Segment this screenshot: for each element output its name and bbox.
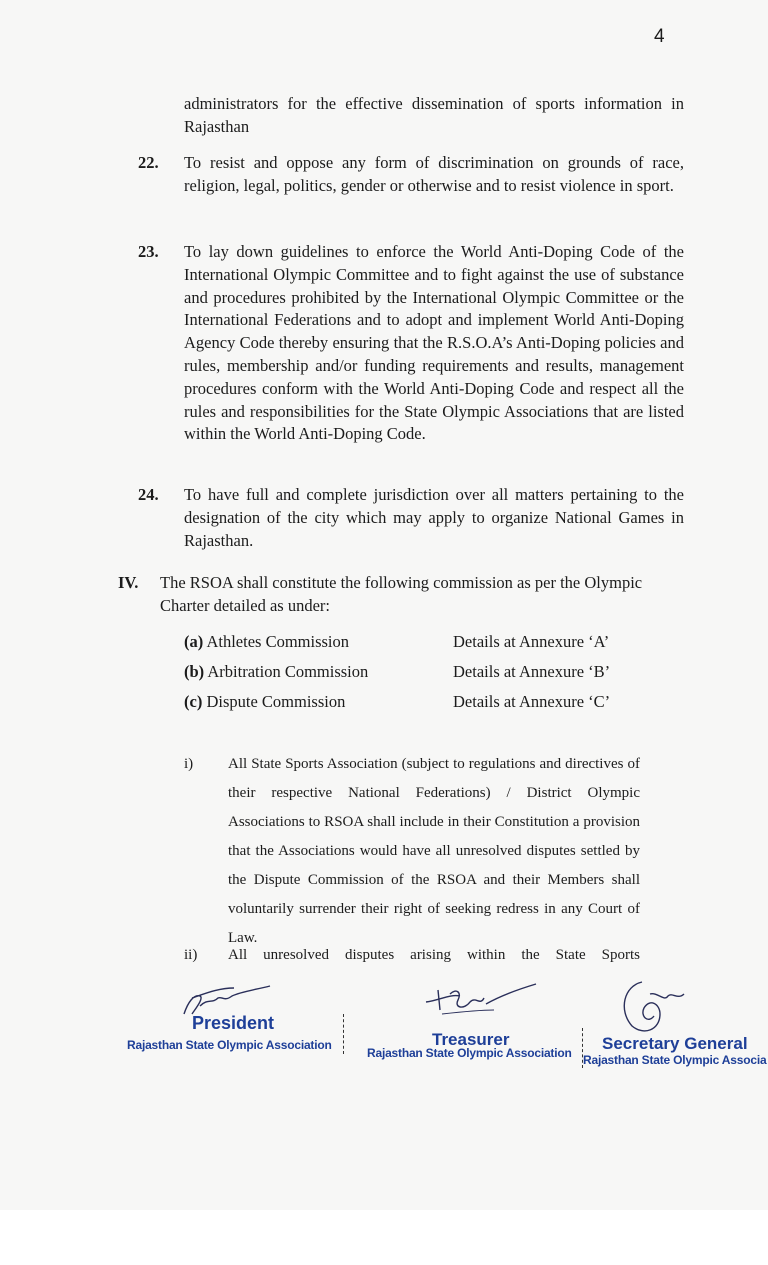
commission-name-c: (c) Dispute Commission — [184, 692, 346, 711]
item-text-24: To have full and complete jurisdiction over all matters pertaining to the designation of the city which may apply to organize National Games in Rajasthan. — [184, 485, 684, 550]
item-number-22: 22. — [138, 153, 159, 172]
item-number-23: 23. — [138, 242, 159, 261]
signature-divider — [343, 1014, 344, 1054]
president-org: Rajasthan State Olympic Association — [127, 1038, 332, 1052]
item-number-24: 24. — [138, 485, 159, 504]
treasurer-title: Treasurer — [432, 1030, 510, 1049]
secretary-title: Secretary General — [602, 1034, 748, 1053]
continuation-paragraph: administrators for the effective dissemination of sports information in Rajasthan — [184, 94, 684, 136]
secretary-org: Rajasthan State Olympic Associa — [583, 1053, 767, 1067]
president-title: President — [192, 1013, 275, 1033]
commission-name-b: (b) Arbitration Commission — [184, 662, 369, 681]
commission-name-a: (a) Athletes Commission — [184, 632, 350, 651]
item-text-22: To resist and oppose any form of discrimination on grounds of race, religion, legal, politics, gender or otherwise and to resist violence in sport. — [184, 153, 684, 195]
treasurer-org: Rajasthan State Olympic Association — [367, 1046, 572, 1060]
subpoint-label-ii: ii) — [184, 947, 198, 963]
commission-detail-b: Details at Annexure ‘B’ — [453, 662, 611, 681]
page-number: 4 — [654, 26, 665, 47]
treasurer-signature-scribble — [420, 980, 540, 1020]
subpoint-text-i: All State Sports Association (subject to regulations and directives of their respective National Federations) / District Olympic Associations to RSOA shall include in their Constitution a provision that the Associations would have all unresolved disputes settled by the Dispute Commission of the RSOA and their Members shall voluntarily surrender their right of seeking redress in any Court of Law. — [228, 756, 640, 946]
subpoint-label-i: i) — [184, 756, 194, 772]
commission-detail-a: Details at Annexure ‘A’ — [453, 632, 610, 651]
subpoint-text-ii: All unresolved disputes arising within the State Sports — [228, 947, 640, 963]
section-text: The RSOA shall constitute the following commission as per the Olympic Charter detailed as under: — [160, 573, 643, 615]
section-number: IV. — [118, 573, 139, 592]
commission-detail-c: Details at Annexure ‘C’ — [453, 692, 611, 711]
item-text-23: To lay down guidelines to enforce the World Anti-Doping Code of the International Olympic Committee and to fight against the use of substance and procedures prohibited by the International Olympic Committee or the International Federations and to adopt and implement World Anti-Doping Agency Code thereby ensuring that the R.S.O.A’s Anti-Doping policies and rules, membership and/or funding requirements and results, management procedures conform with the World Anti-Doping Code and respect all the rules and responsibilities for the State Olympic Associations that are listed within the World Anti-Doping Code. — [184, 242, 684, 444]
